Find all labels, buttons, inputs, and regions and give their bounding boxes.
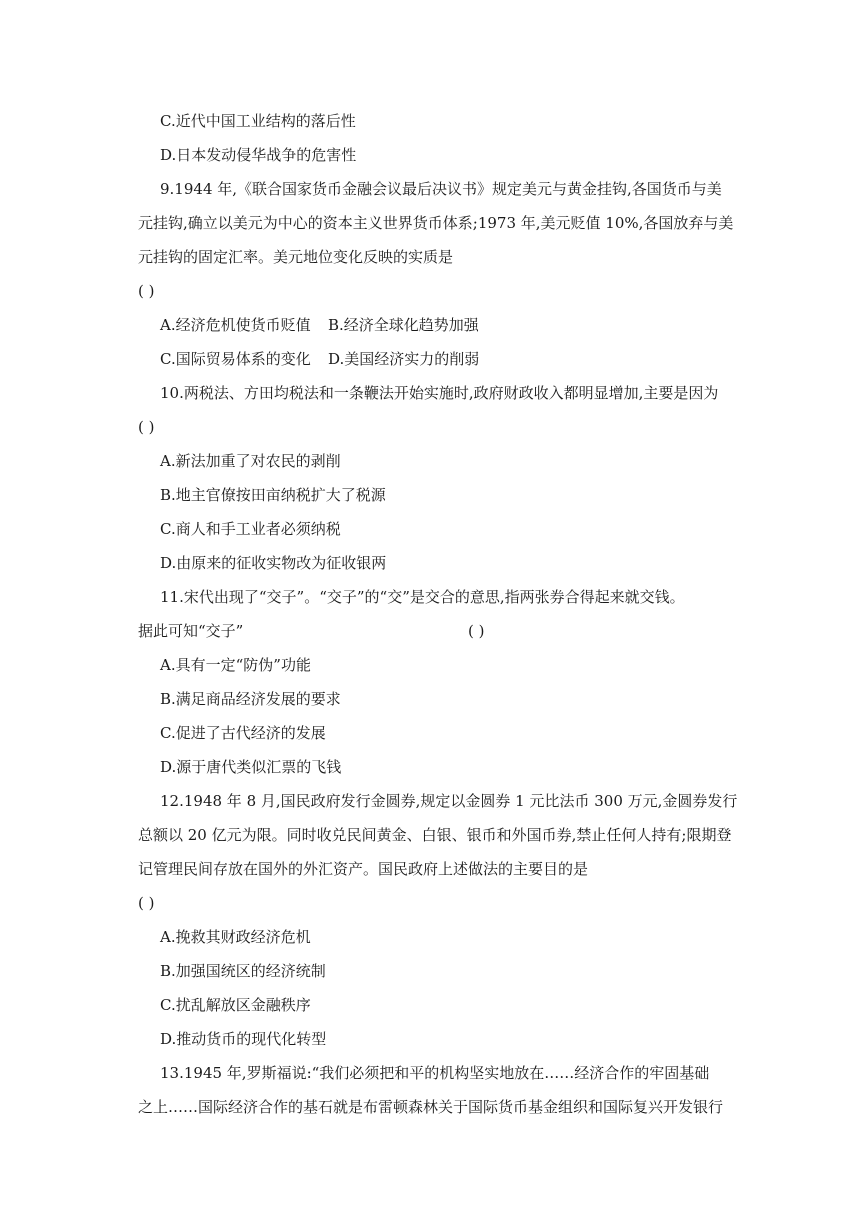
q12-stem-line3: 记管理民间存放在国外的外汇资产。国民政府上述做法的主要目的是 xyxy=(138,860,589,878)
q9-stem-line3: 元挂钩的固定汇率。美元地位变化反映的实质是 xyxy=(138,248,454,266)
q11-stem-line1: 11.宋代出现了“交子”。“交子”的“交”是交合的意思,指两张券合得起来就交钱。 xyxy=(160,588,685,606)
q9-option-a: A.经济危机使货币贬值 xyxy=(160,316,311,334)
q8-option-c: C.近代中国工业结构的落后性 xyxy=(160,112,356,130)
q9-option-d: D.美国经济实力的削弱 xyxy=(328,350,480,368)
q9-answer-paren: ( ) xyxy=(138,282,155,300)
q12-option-b: B.加强国统区的经济统制 xyxy=(160,962,326,980)
q10-option-c: C.商人和手工业者必须纳税 xyxy=(160,520,341,538)
q10-stem-line1: 10.两税法、方田均税法和一条鞭法开始实施时,政府财政收入都明显增加,主要是因为 xyxy=(160,384,719,402)
q11-stem-line2 xyxy=(138,614,738,648)
q13-stem-line1: 13.1945 年,罗斯福说:“我们必须把和平的机构坚实地放在……经济合作的牢固基础 xyxy=(160,1064,710,1082)
q8-option-d: D.日本发动侵华战争的危害性 xyxy=(160,146,357,164)
q11-option-b: B.满足商品经济发展的要求 xyxy=(160,690,341,708)
q12-option-d: D.推动货币的现代化转型 xyxy=(160,1030,327,1048)
q10-option-d: D.由原来的征收实物改为征收银两 xyxy=(160,554,387,572)
q12-stem-line1: 12.1948 年 8 月,国民政府发行金圆券,规定以金圆券 1 元比法币 300 万元,金圆券发行 xyxy=(160,792,738,810)
q11-option-c: C.促进了古代经济的发展 xyxy=(160,724,326,742)
q10-option-a: A.新法加重了对农民的剥削 xyxy=(160,452,341,470)
q11-answer-paren: ( ) xyxy=(468,622,485,640)
q10-answer-paren: ( ) xyxy=(138,418,155,436)
q12-answer-paren: ( ) xyxy=(138,894,155,912)
q9-stem-line1: 9.1944 年,《联合国家货币金融会议最后决议书》规定美元与黄金挂钩,各国货币与美 xyxy=(160,180,722,198)
q10-option-b: B.地主官僚按田亩纳税扩大了税源 xyxy=(160,486,386,504)
q12-stem-line2: 总额以 20 亿元为限。同时收兑民间黄金、白银、银币和外国币券,禁止任何人持有;限期登 xyxy=(138,826,732,844)
q11-option-d: D.源于唐代类似汇票的飞钱 xyxy=(160,758,342,776)
q9-stem-line2: 元挂钩,确立以美元为中心的资本主义世界货币体系;1973 年,美元贬值 10%,各国放弃与美 xyxy=(138,214,734,232)
q9-options-row2 xyxy=(160,342,760,376)
q11-option-a: A.具有一定“防伪”功能 xyxy=(160,656,311,674)
q12-option-c: C.扰乱解放区金融秩序 xyxy=(160,996,311,1014)
q9-options-row1 xyxy=(160,308,760,342)
q9-option-b: B.经济全球化趋势加强 xyxy=(328,316,479,334)
q13-stem-line2: 之上……国际经济合作的基石就是布雷顿森林关于国际货币基金组织和国际复兴开发银行 xyxy=(138,1098,724,1116)
q12-option-a: A.挽救其财政经济危机 xyxy=(160,928,311,946)
q11-stem-text: 据此可知“交子” xyxy=(138,622,244,640)
q9-option-c: C.国际贸易体系的变化 xyxy=(160,350,311,368)
